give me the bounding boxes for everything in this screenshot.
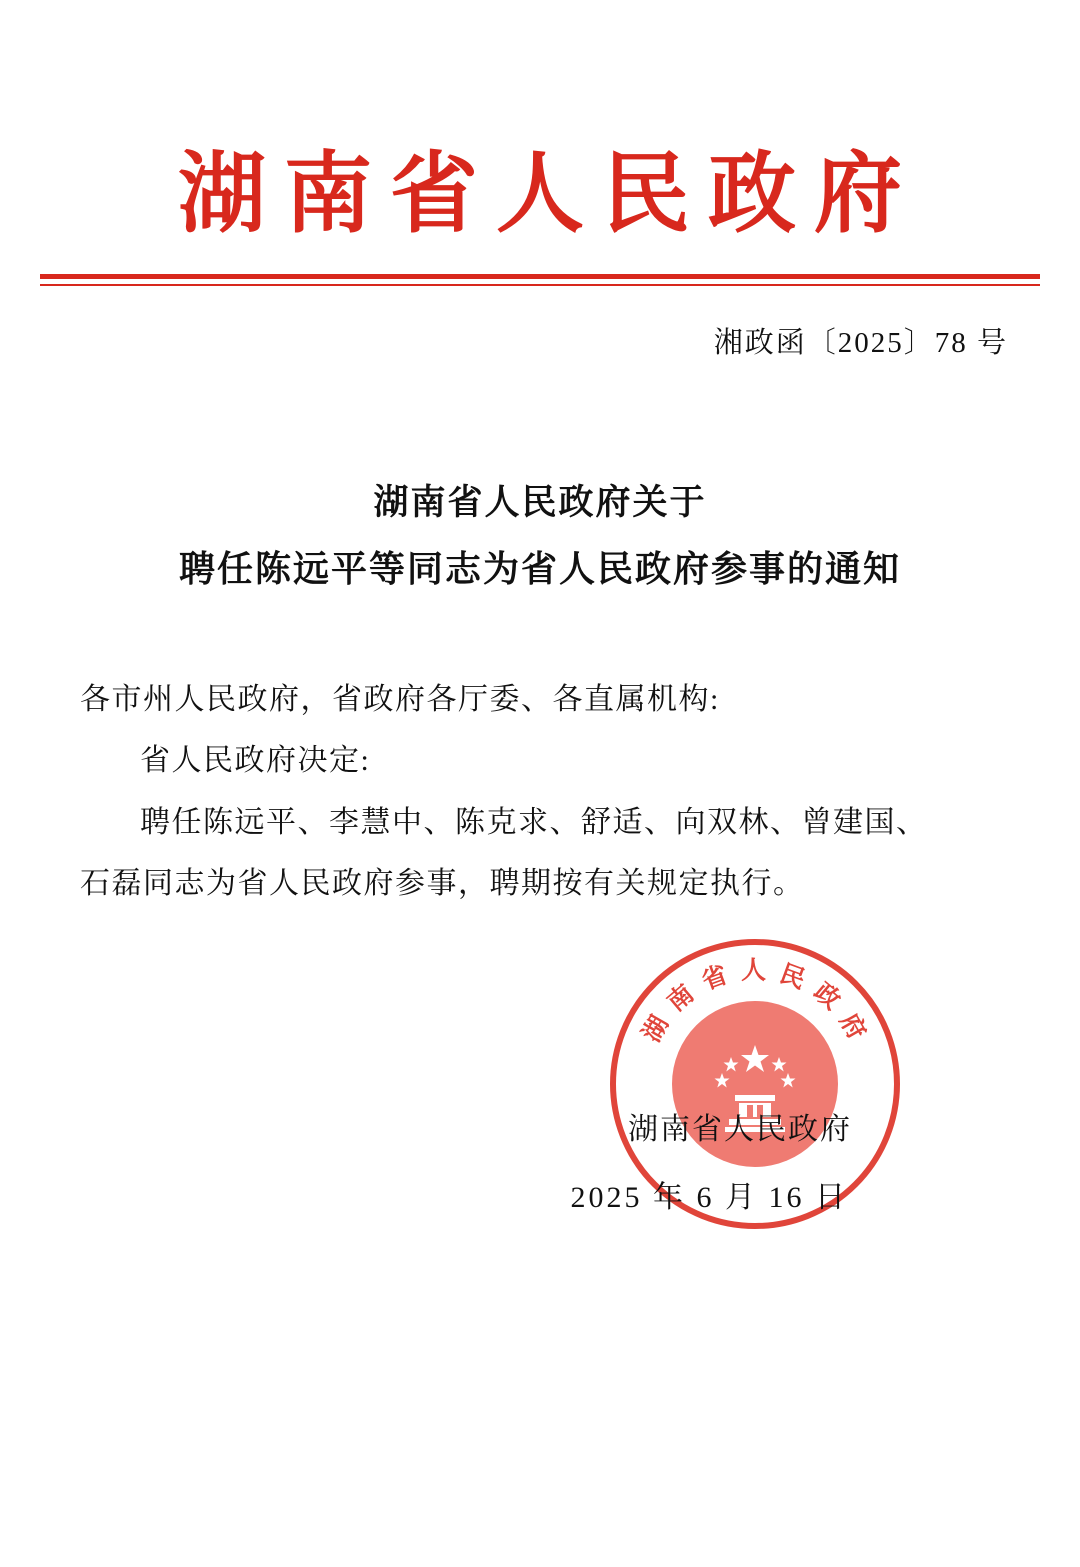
body-paragraph-line-1: 聘任陈远平、李慧中、陈克求、舒适、向双林、曾建国、 <box>140 805 928 839</box>
issuing-organization-title: 湖南省人民政府 <box>177 147 920 244</box>
signature-organization: 湖南省人民政府 <box>628 1112 852 1146</box>
document-title-line-1: 湖南省人民政府关于 <box>373 483 707 523</box>
body-paragraph-line-2: 石磊同志为省人民政府参事，聘期按有关规定执行。 <box>80 867 805 901</box>
document-body <box>80 669 1000 1279</box>
document-serial-number: 湘政函〔2025〕78 号 <box>713 327 1008 360</box>
decision-lead-line: 省人民政府决定: <box>140 744 371 778</box>
document-title <box>0 471 1080 602</box>
document-header <box>0 0 1080 361</box>
signature-date: 2025 年 6 月 16 日 <box>570 1180 848 1214</box>
document-title-line-2: 聘任陈远平等同志为省人民政府参事的通知 <box>178 549 901 590</box>
svg-text:湖 南 省 人 民 政 府: 湖 南 省 人 民 政 府 <box>638 957 872 1047</box>
header-rule-thin <box>40 284 1040 286</box>
addressee-line: 各市州人民政府，省政府各厅委、各直属机构: <box>80 682 720 716</box>
header-red-rules <box>40 274 1040 286</box>
seal-and-signature-area <box>80 949 1000 1279</box>
